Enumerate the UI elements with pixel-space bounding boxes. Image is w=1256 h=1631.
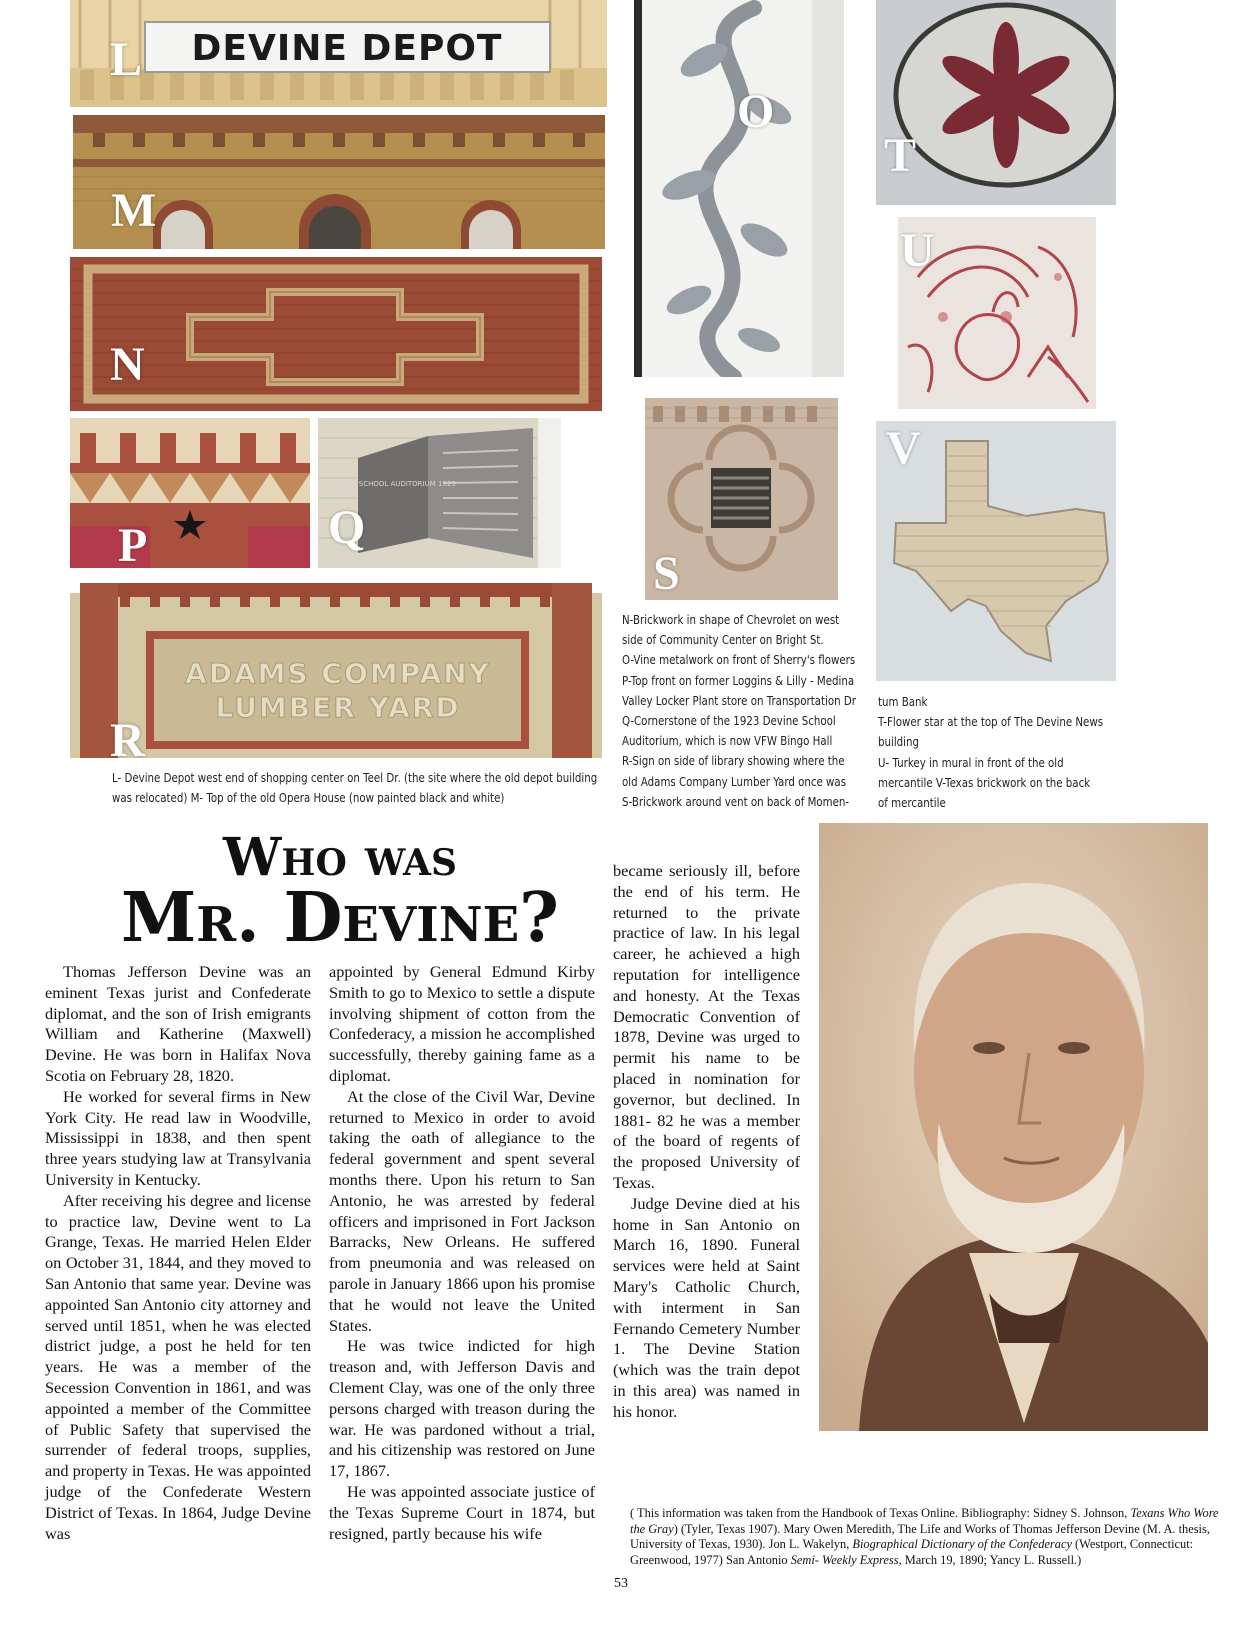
paragraph: appointed by General Edmund Kirby Smith to go to Mexico to settle a dispute involving shipment of cotton from the Confederacy, a mission he accomplished successfully, thereby gaining fame as a diplomat.: [329, 962, 595, 1085]
photo-letter: Q: [328, 501, 366, 554]
caption-right: tum Bank T-Flower star at the top of The Devine News building U- Turkey in mural in front of the old mercantile V-Texas brickwork on the back of mercantile: [878, 695, 1104, 811]
photo-letter: P: [118, 519, 148, 568]
photo-letter: T: [884, 129, 917, 182]
article-title-line1: Who was: [223, 827, 457, 888]
adams-sign-line1: ADAMS COMPANY: [185, 657, 491, 690]
bibliography-note: [630, 1506, 1224, 1568]
photo-letter: L: [110, 33, 143, 86]
paragraph: At the close of the Civil War, Devine returned to Mexico in order to avoid taking the oath of allegiance to the federal government and spent several months there. Upon his return to San Antonio, he was arrested by federal officers and imprisoned in Fort Jackson Barracks, New Orleans. He suffered from pneumonia and was released on parole in January 1866 upon his promise that he would not leave the United States.: [329, 1086, 595, 1335]
article-title-line2: Mr. Devine?: [120, 878, 560, 958]
paragraph: After receiving his degree and license to practice law, Devine went to La Grange, Texas. He married Helen Elder on October 31, 1844, and they moved to San Antonio that same year. Devine was appointed San Antonio city attorney and served until 1851, when he was elected district judge, a post he held for ten years. He was a member of the Secession Convention in 1861, and was appointed a member of the Committee of Public Safety that supervised the surrender of federal troops, supplies, and property in Texas. He was appointed judge of the Confederate Western District of Texas. In 1864, Judge Devine was: [45, 1190, 311, 1543]
bibliography-text: ( This information was taken from the Handbook of Texas Online. Bibliography: Sidney S. Johnson,: [630, 1506, 1131, 1520]
article-column-2: [329, 962, 595, 1544]
photo-letter: S: [653, 547, 680, 600]
paragraph: He was twice indicted for high treason and, with Jefferson Davis and Clement Clay, was one of the only three persons charged with treason during the war. He was pardoned without a trial, and his citizenship was restored on June 17, 1867.: [329, 1336, 595, 1481]
photo-t-flower-star: [876, 0, 1116, 205]
photo-p-loggins-lilly: [70, 418, 310, 568]
portrait-thomas-devine: [819, 823, 1208, 1431]
photo-r-adams-lumber-sign: [70, 575, 602, 758]
photo-letter: N: [110, 338, 145, 391]
bibliography-text: ) (Tyler, Texas 1907). Mary Owen Meredith, The Life and Works of Thomas Jefferson Devine (M. A. thesis, University of Texas, 1930). Jon L. Wakelyn,: [630, 1521, 1210, 1552]
photo-letter: U: [900, 224, 935, 277]
page-number: 53: [614, 1576, 628, 1591]
article-column-1: [45, 962, 311, 1544]
photo-m-opera-house: [73, 115, 605, 249]
photo-u-turkey-mural: [898, 217, 1096, 409]
bibliography-text: (Westport, Connecticut: Greenwood, 1977) San Antonio: [630, 1537, 1194, 1567]
cornerstone-text: DEVINE SCHOOL AUDITORIUM 1923: [330, 480, 456, 488]
paragraph: He was appointed associate justice of the Texas Supreme Court in 1874, but resigned, partly because his wife: [329, 1481, 595, 1543]
paragraph: He worked for several firms in New York City. He read law in Woodville, Mississippi in 1838, and then spent three years studying law at Transylvania University in Kentucky.: [45, 1086, 311, 1189]
paragraph: Thomas Jefferson Devine was an eminent Texas jurist and Confederate diplomat, and the son of Irish emigrants William and Katherine (Maxwell) Devine. He was born in Halifax Nova Scotia on February 28, 1820.: [45, 962, 311, 1085]
bibliography-text: March 19, 1890; Yancy L. Russell.): [901, 1552, 1082, 1567]
photo-l-devine-depot: [70, 0, 607, 107]
paragraph: became seriously ill, before the end of his term. He returned to the private practice of law. In his legal career, he achieved a high reputation for intelligence and honesty. At the Texas Democratic Convention of 1878, Devine was urged to permit his name to be placed in nomination for governor, but declined. In 1881- 82 he was a member of the board of regents of the proposed University of Texas.: [613, 861, 800, 1192]
photo-letter: O: [737, 85, 775, 138]
caption-middle: N-Brickwork in shape of Chevrolet on west side of Community Center on Bright St. O-Vine metalwork on front of Sherry's flowers P-Top front on former Loggins & Lilly - Medina Valley Locker Plant store on Transportation Dr Q-Cornerstone of the 1923 Devine School Auditorium, which is now VFW Bingo Hall R-Sign on side of library showing where the old Adams Company Lumber Yard once was S-Brickwork around vent on back of Momen-: [622, 613, 856, 809]
bibliography-italic-title: Biographical Dictionary of the Confederacy: [852, 1537, 1072, 1552]
caption-left: L- Devine Depot west end of shopping center on Teel Dr. (the site where the old depot building was relocated) M- Top of the old Opera House (now painted black and white): [112, 771, 598, 806]
photo-o-vine-metalwork: [634, 0, 844, 377]
photo-s-vent-brickwork: [645, 398, 838, 600]
photo-q-cornerstone: [318, 418, 561, 568]
photo-letter: M: [111, 184, 157, 237]
depot-sign-text: DEVINE DEPOT: [191, 28, 503, 69]
bibliography-italic-title: Semi- Weekly Express,: [790, 1552, 902, 1567]
photo-letter: R: [110, 714, 145, 758]
bibliography-italic-title: Texans Who Wore the Gray: [630, 1506, 1219, 1536]
adams-sign-line2: LUMBER YARD: [215, 691, 461, 724]
photo-v-texas-brickwork: [876, 421, 1116, 681]
article-column-3: [613, 861, 800, 1423]
photo-letter: V: [886, 422, 921, 475]
photo-n-chevrolet-brickwork: [70, 257, 602, 411]
paragraph: Judge Devine died at his home in San Antonio on March 16, 1890. Funeral services were held at Saint Mary's Catholic Church, with interment in San Fernando Cemetery Number 1. The Devine Station (which was the train depot in this area) was named in his honor.: [613, 1193, 800, 1421]
